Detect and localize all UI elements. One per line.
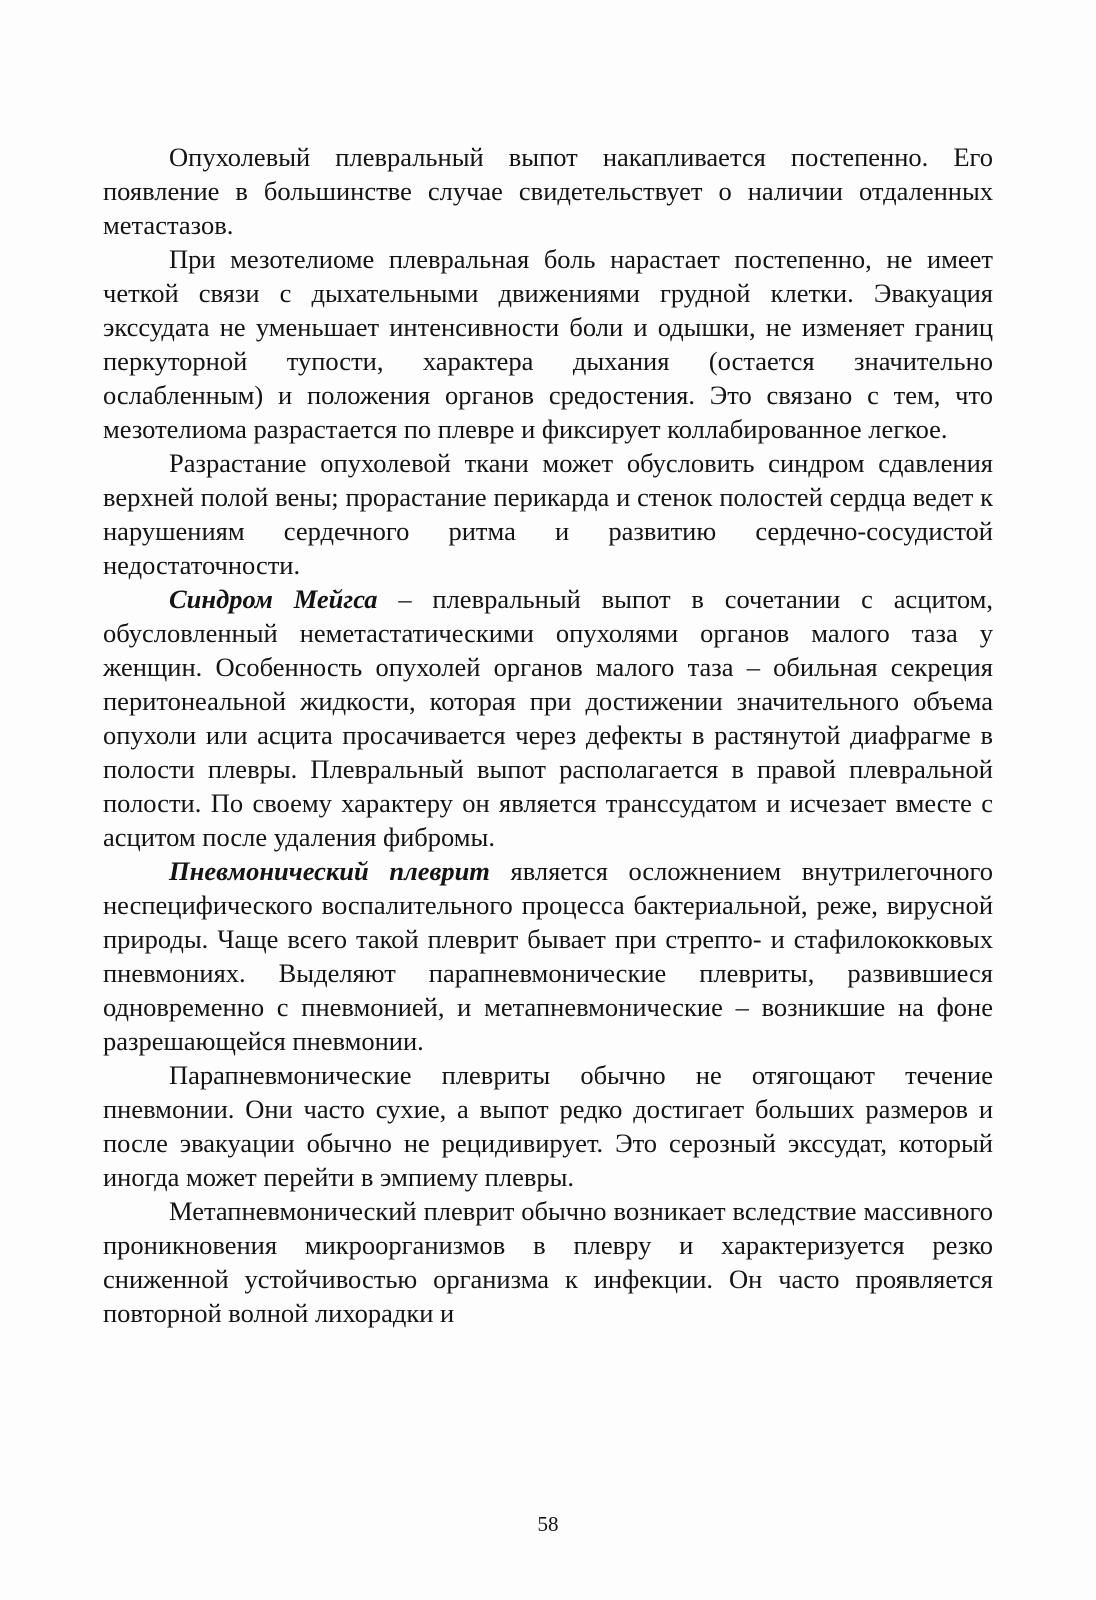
page-number: 58 <box>537 1512 559 1536</box>
paragraph <box>103 242 993 446</box>
paragraph <box>103 582 993 854</box>
term-pneumonic-pleurisy: Пневмонический плеврит <box>169 856 490 886</box>
paragraph-text: Парапневмонические плевриты обычно не отягощают течение пневмонии. Они часто сухие, а выпот редко достигает больших размеров и после эвакуации обычно не рецидивирует. Это серозный экссудат, который иногда может перейти в эмпиему плевры. <box>103 1060 993 1192</box>
paragraph <box>103 140 993 242</box>
paragraph-text: Опухолевый плевральный выпот накапливается постепенно. Его появление в большинстве случае свидетельствует о наличии отдаленных метастазов. <box>103 142 993 240</box>
paragraph-text: – плевральный выпот в сочетании с асцитом, обусловленный неметастатическими опухолями органов малого таза у женщин. Особенность опухолей органов малого таза – обильная секреция перитонеальной жидкости, которая при достижении значительного объема опухоли или асцита просачивается через дефекты в растянутой диафрагме в полости плевры. Плевральный выпот располагается в правой плевральной полости. По своему характеру он является транссудатом и исчезает вместе с асцитом после удаления фибромы. <box>103 584 993 852</box>
paragraph <box>103 854 993 1058</box>
paragraph <box>103 1194 993 1330</box>
paragraph-text: является осложнением внутрилегочного неспецифического воспалительного процесса бактериальной, реже, вирусной природы. Чаще всего такой плеврит бывает при стрепто- и стафилококковых пневмониях. Выделяют парапневмонические плевриты, развившиеся одновременно с пневмонией, и метапневмонические – возникшие на фоне разрешающейся пневмонии. <box>103 856 994 1056</box>
paragraph <box>103 446 993 582</box>
term-meigs-syndrome: Синдром Мейгса <box>169 584 378 614</box>
paragraph <box>103 1058 993 1194</box>
paragraph-text: Метапневмонический плеврит обычно возникает вследствие массивного проникновения микроорганизмов в плевру и характеризуется резко сниженной устойчивостью организма к инфекции. Он часто проявляется повторной волной лихорадки и <box>103 1196 993 1328</box>
body-text <box>103 140 993 1330</box>
paragraph-text: Разрастание опухолевой ткани может обусловить синдром сдавления верхней полой вены; прорастание перикарда и стенок полостей сердца ведет к нарушениям сердечного ритма и развитию сердечно-сосудистой недостаточности. <box>103 448 993 580</box>
paragraph-text: При мезотелиоме плевральная боль нарастает постепенно, не имеет четкой связи с дыхательными движениями грудной клетки. Эвакуация экссудата не уменьшает интенсивности боли и одышки, не изменяет границ перкуторной тупости, характера дыхания (остается значительно ослабленным) и положения органов средостения. Это связано с тем, что мезотелиома разрастается по плевре и фиксирует коллабированное легкое. <box>103 244 993 444</box>
